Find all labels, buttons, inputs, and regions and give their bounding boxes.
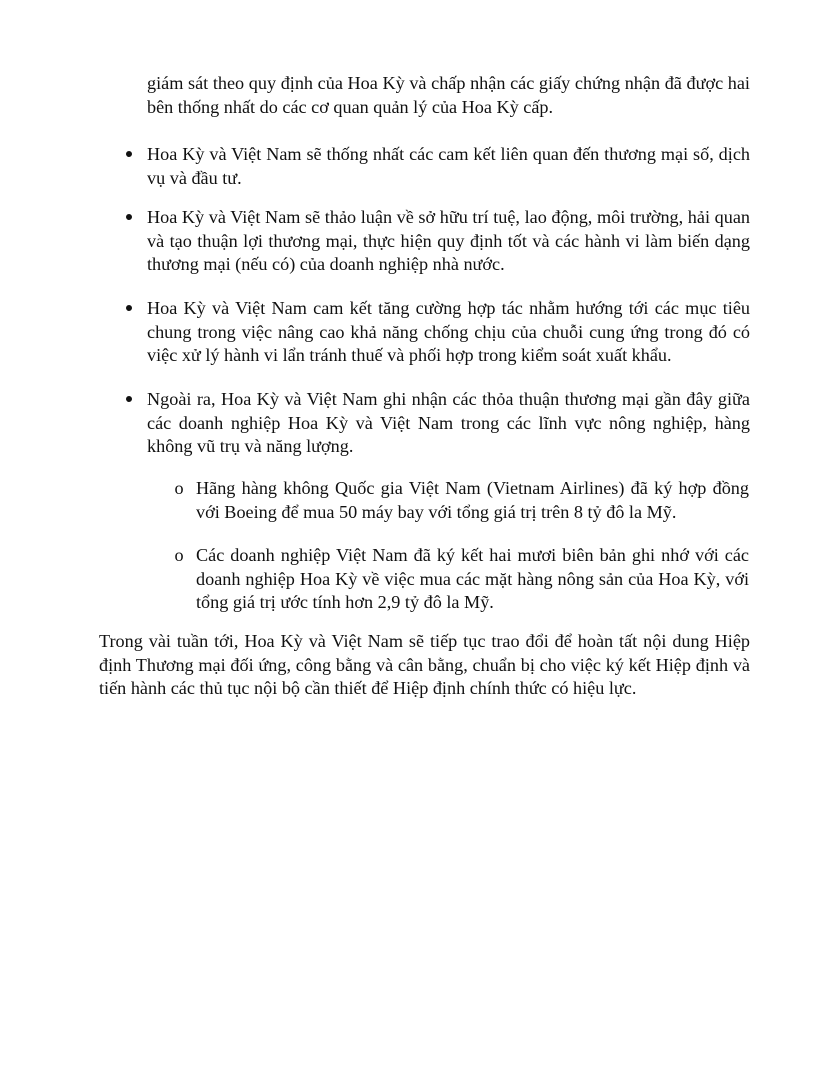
bullet-text: Hoa Kỳ và Việt Nam cam kết tăng cường hợp tác nhằm hướng tới các mục tiêu chung trong việc nâng cao khả năng chống chịu của chuỗi cung ứng trong đó có việc xử lý hành vi lẩn tránh thuế và phối hợp trong kiểm soát xuất khẩu. <box>147 298 750 365</box>
bullet-marker <box>123 143 135 167</box>
sub-bullet-marker: o <box>174 478 184 498</box>
bullet-text: Hoa Kỳ và Việt Nam sẽ thảo luận về sở hữu trí tuệ, lao động, môi trường, hải quan và tạo thuận lợi thương mại, thực hiện quy định tốt và các hành vi làm biến dạng thương mại (nếu có) của doanh nghiệp nhà nước. <box>147 207 750 274</box>
bullet-item <box>147 143 750 190</box>
closing-paragraph: Trong vài tuần tới, Hoa Kỳ và Việt Nam sẽ tiếp tục trao đổi để hoàn tất nội dung Hiệp định Thương mại đối ứng, công bằng và cân bằng, chuẩn bị cho việc ký kết Hiệp định và tiến hành các thủ tục nội bộ cần thiết để Hiệp định chính thức có hiệu lực. <box>99 631 750 698</box>
bullet-marker <box>123 388 135 412</box>
bullet-item <box>147 297 750 368</box>
sub-bullet-item <box>174 544 749 615</box>
bullet-item <box>147 388 750 459</box>
sub-bullet-text: Hãng hàng không Quốc gia Việt Nam (Vietnam Airlines) đã ký hợp đồng với Boeing để mua 50 máy bay với tổng giá trị trên 8 tỷ đô la Mỹ. <box>196 478 749 522</box>
bullet-marker <box>123 297 135 321</box>
bullet-item <box>147 206 750 277</box>
sub-bullet-text: Các doanh nghiệp Việt Nam đã ký kết hai mươi biên bản ghi nhớ với các doanh nghiệp Hoa Kỳ về việc mua các mặt hàng nông sản của Hoa Kỳ, với tổng giá trị ước tính hơn 2,9 tỷ đô la Mỹ. <box>196 545 749 612</box>
bullet-marker <box>123 206 135 230</box>
sub-bullet-item <box>174 477 749 524</box>
bullet-text: Ngoài ra, Hoa Kỳ và Việt Nam ghi nhận các thỏa thuận thương mại gần đây giữa các doanh nghiệp Hoa Kỳ và Việt Nam trong các lĩnh vực nông nghiệp, hàng không vũ trụ và năng lượng. <box>147 389 750 456</box>
sub-bullet-marker: o <box>174 545 184 565</box>
continuation-paragraph: giám sát theo quy định của Hoa Kỳ và chấp nhận các giấy chứng nhận đã được hai bên thống nhất do các cơ quan quản lý của Hoa Kỳ cấp. <box>147 73 750 117</box>
bullet-text: Hoa Kỳ và Việt Nam sẽ thống nhất các cam kết liên quan đến thương mại số, dịch vụ và đầu tư. <box>147 144 750 188</box>
